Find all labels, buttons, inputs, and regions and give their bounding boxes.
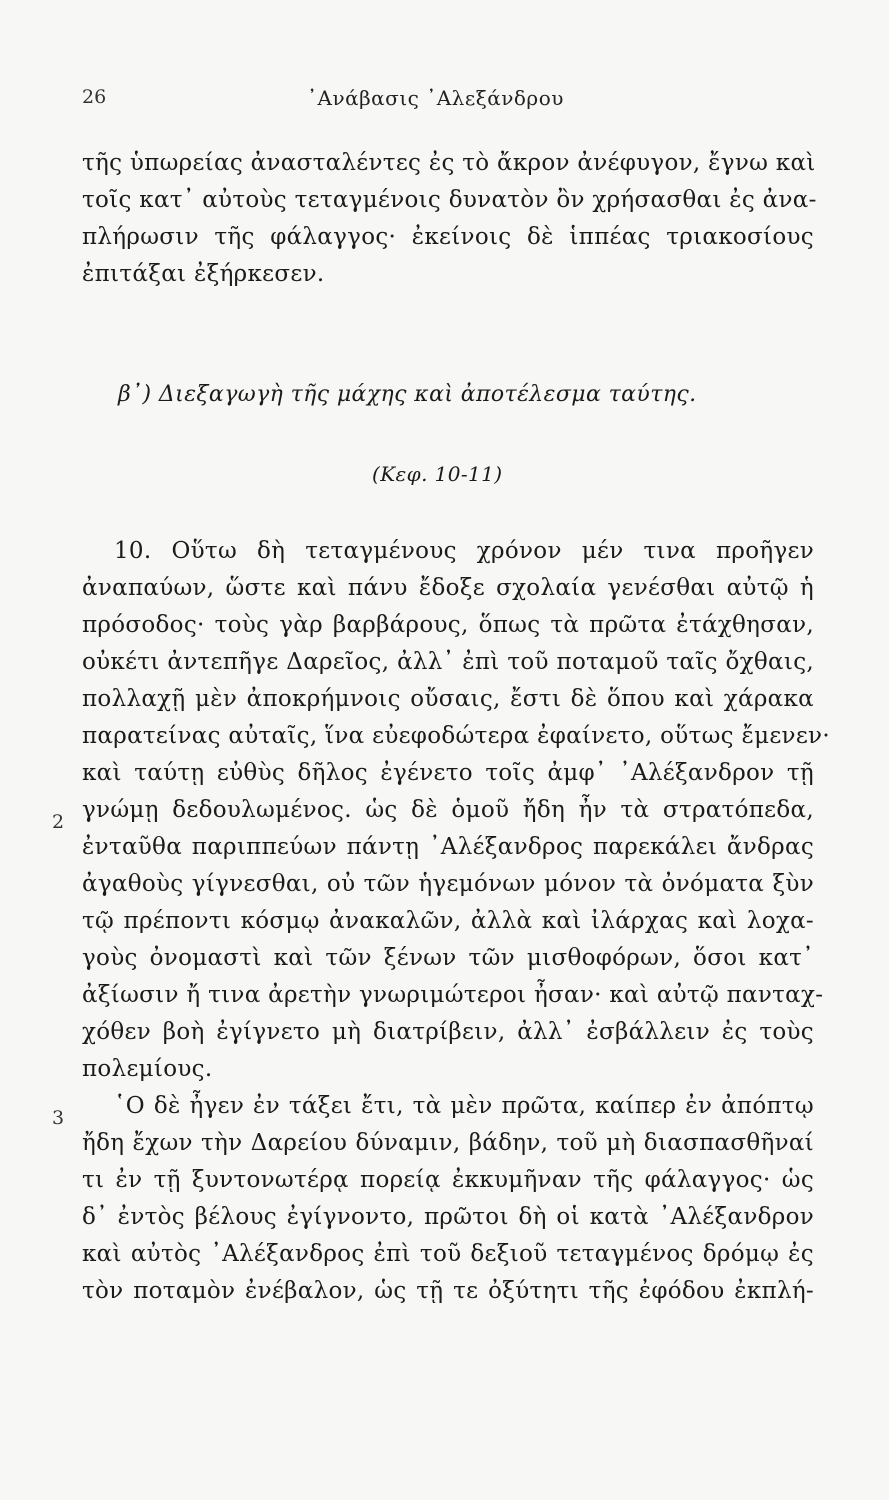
text-line: 10. Οὕτω δὴ τεταγμένους χρόνον μέν τινα προῆγεν bbox=[114, 538, 814, 564]
text-line: ἀναπαύων, ὥστε καὶ πάνυ ἔδοξε σχολαία γενέσθαι αὐτῷ ἡ bbox=[82, 575, 814, 601]
text-line: τῷ πρέποντι κόσμῳ ἀνακαλῶν, ἀλλὰ καὶ ἰλάρχας καὶ λοχα- bbox=[82, 908, 814, 934]
text-line: ἀγαθοὺς γίγνεσθαι, οὐ τῶν ἡγεμόνων μόνον τὰ ὀνόματα ξὺν bbox=[82, 871, 814, 897]
text-line: ἀξίωσιν ἤ τινα ἀρετὴν γνωριμώτεροι ἦσαν· καὶ αὐτῷ πανταχ- bbox=[82, 982, 824, 1008]
text-line: τι ἐν τῇ ξυντονωτέρᾳ πορείᾳ ἐκκυμῆναν τῆς φάλαγγος· ὡς bbox=[82, 1167, 814, 1193]
section-subheading: (Κεφ. 10-11) bbox=[372, 462, 503, 486]
page-number: 26 bbox=[82, 86, 107, 108]
text-line: χόθεν βοὴ ἐγίγνετο μὴ διατρίβειν, ἀλλ᾿ ἐσβάλλειν ἐς τοὺς bbox=[82, 1019, 814, 1045]
text-line: ἤδη ἔχων τὴν Δαρείου δύναμιν, βάδην, τοῦ μὴ διασπασθῆναί bbox=[82, 1130, 814, 1156]
intro-paragraph bbox=[82, 145, 817, 293]
text-line: τῆς ὑπωρείας ἀνασταλέντες ἐς τὸ ἄκρον ἀνέφυγον, ἔγνω καὶ bbox=[82, 150, 816, 176]
margin-section-number: 3 bbox=[52, 1107, 65, 1129]
text-line: πολεμίους. bbox=[82, 1056, 213, 1082]
section-heading: β᾿) Διεξαγωγὴ τῆς μάχης καὶ ἀποτέλεσμα ταύτης. bbox=[118, 382, 697, 407]
text-line: πλήρωσιν τῆς φάλαγγος· ἐκείνοις δὲ ἱππέας τριακοσίους bbox=[82, 224, 814, 250]
chapter-10-paragraph bbox=[82, 533, 830, 1310]
text-line: πρόσοδος· τοὺς γὰρ βαρβάρους, ὅπως τὰ πρῶτα ἐτάχθησαν, bbox=[82, 612, 814, 638]
text-line: ἐνταῦθα παριππεύων πάντῃ ᾿Αλέξανδρος παρεκάλει ἄνδρας bbox=[82, 834, 814, 860]
text-line: οὐκέτι ἀντεπῆγε Δαρεῖος, ἀλλ᾿ ἐπὶ τοῦ ποταμοῦ ταῖς ὄχθαις, bbox=[82, 649, 814, 675]
running-title: ᾿Ανάβασις ᾿Αλεξάνδρου bbox=[307, 86, 564, 110]
text-line: ῾Ο δὲ ἦγεν ἐν τάξει ἔτι, τὰ μὲν πρῶτα, καίπερ ἐν ἀπόπτῳ bbox=[114, 1093, 814, 1119]
text-line: καὶ αὐτὸς ᾿Αλέξανδρος ἐπὶ τοῦ δεξιοῦ τεταγμένος δρόμῳ ἐς bbox=[82, 1241, 814, 1267]
text-line: γνώμῃ δεδουλωμένος. ὡς δὲ ὁμοῦ ἤδη ἦν τὰ στρατόπεδα, bbox=[82, 797, 814, 823]
margin-section-number: 2 bbox=[52, 811, 65, 833]
text-line: δ᾿ ἐντὸς βέλους ἐγίγνοντο, πρῶτοι δὴ οἱ κατὰ ᾿Αλέξανδρον bbox=[82, 1204, 814, 1230]
text-line: τὸν ποταμὸν ἐνέβαλον, ὡς τῇ τε ὀξύτητι τῆς ἐφόδου ἐκπλή- bbox=[82, 1278, 814, 1304]
text-line: ἐπιτάξαι ἐξήρκεσεν. bbox=[82, 261, 325, 287]
text-line: καὶ ταύτῃ εὐθὺς δῆλος ἐγένετο τοῖς ἀμφ᾿ ᾿Αλέξανδρον τῇ bbox=[82, 760, 814, 786]
text-line: πολλαχῇ μὲν ἀποκρήμνοις οὔσαις, ἔστι δὲ ὅπου καὶ χάρακα bbox=[82, 686, 814, 712]
text-line: τοῖς κατ᾿ αὐτοὺς τεταγμένοις δυνατὸν ὂν χρήσασθαι ἐς ἀνα- bbox=[82, 187, 817, 213]
page-header bbox=[82, 86, 812, 116]
text-line: γοὺς ὀνομαστὶ καὶ τῶν ξένων τῶν μισθοφόρων, ὅσοι κατ᾿ bbox=[82, 945, 814, 971]
text-line: παρατείνας αὐταῖς, ἵνα εὐεφοδώτερα ἐφαίνετο, οὕτως ἔμενεν· bbox=[82, 723, 830, 749]
